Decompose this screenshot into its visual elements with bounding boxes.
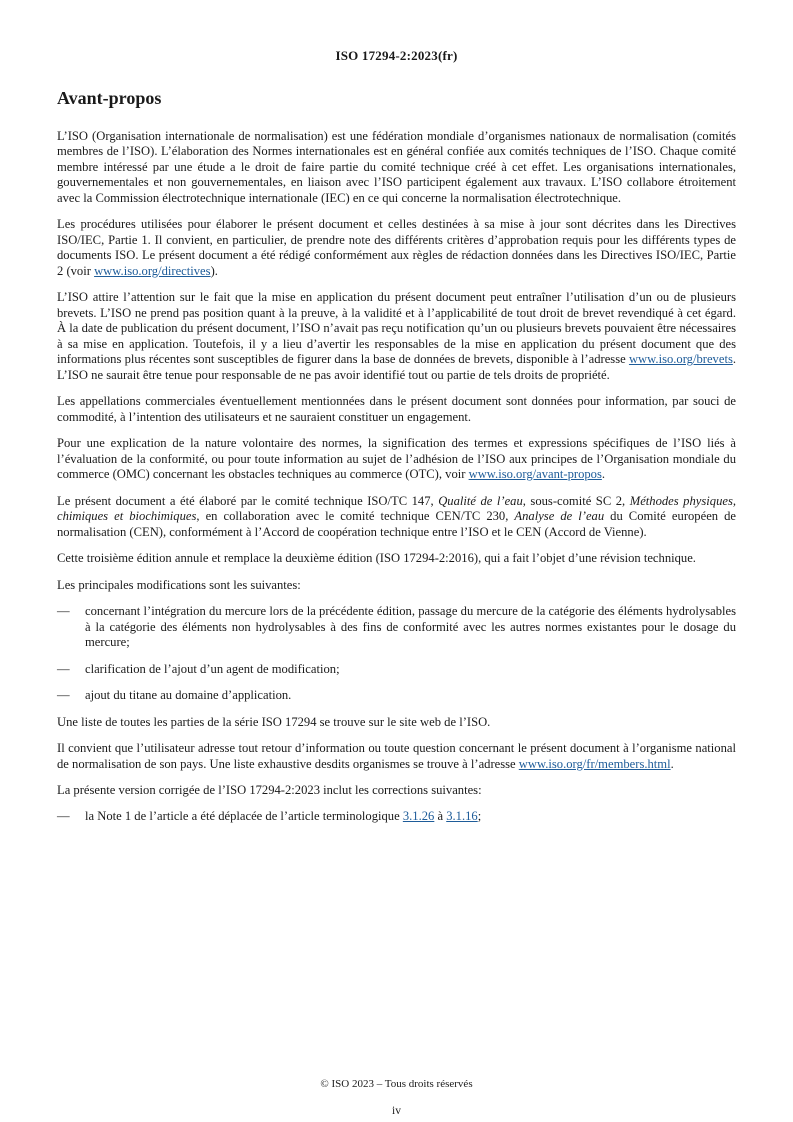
text-run: ajout du titane au domaine d’application. bbox=[85, 688, 292, 703]
text-run: Les procédures utilisées pour élaborer le présent document et celles destinées à sa mise à jour sont décrites dans les Directives ISO/IEC, Partie 1. Il convient, en particulier, de prendre note des différents critères d’approbation requis pour les différents types de documents ISO. Le présent document a été rédigé conformément aux règles de rédaction données dans les Directives ISO/IEC, Partie 2 (voir bbox=[57, 217, 736, 278]
paragraph bbox=[57, 494, 736, 540]
text-run: Une liste de toutes les parties de la série ISO 17294 se trouve sur le site web de l’ISO. bbox=[57, 714, 491, 729]
text-run: à bbox=[434, 809, 447, 824]
paragraph bbox=[57, 741, 736, 772]
paragraph bbox=[57, 783, 736, 798]
text-run: , sous-comité SC 2, bbox=[522, 493, 630, 508]
list-item bbox=[57, 809, 736, 824]
list-item bbox=[57, 604, 736, 650]
list-item-text bbox=[85, 604, 736, 650]
paragraph bbox=[57, 290, 736, 383]
list-dash: — bbox=[57, 809, 70, 824]
hyperlink[interactable]: www.iso.org/directives bbox=[94, 263, 211, 278]
page-number: iv bbox=[392, 1105, 401, 1117]
text-run: L’ISO (Organisation internationale de normalisation) est une fédération mondiale d’organismes nationaux de normalisation (comités membres de l’ISO). L’élaboration des Normes internationales est en général confiée aux comités techniques de l’ISO. Chaque comité membre intéressé par une étude a le droit de faire partie du comité technique créé à cet effet. Les organisations internationales, gouvernementales et non gouvernementales, en liaison avec l’ISO participent également aux travaux. L’ISO collabore étroitement avec la Commission électrotechnique internationale (IEC) en ce qui concerne la normalisation électrotechnique. bbox=[57, 129, 736, 205]
document-reference-header: ISO 17294-2:2023(fr) bbox=[335, 48, 458, 63]
text-run: , en collaboration avec le comité technique CEN/TC 230, bbox=[196, 509, 515, 524]
footer-copyright: © ISO 2023 – Tous droits réservés bbox=[320, 1078, 473, 1090]
text-run: Il convient que l’utilisateur adresse tout retour d’information ou toute question concernant le présent document à l’organisme national de normalisation de son pays. Une liste exhaustive desdits organismes se trouve à l’adresse bbox=[57, 741, 736, 771]
hyperlink[interactable]: www.iso.org/brevets bbox=[628, 352, 733, 367]
text-run: concernant l’intégration du mercure lors de la précédente édition, passage du mercure de la catégorie des éléments hydrolysables à la catégorie des éléments non hydrolysables à des fins de conformité avec les autres normes existantes pour le dosage du mercure; bbox=[85, 604, 736, 650]
paragraph bbox=[57, 578, 736, 593]
text-run: . bbox=[601, 467, 606, 482]
italic-text: Qualité de l’eau bbox=[438, 493, 523, 508]
list-item-text bbox=[85, 688, 736, 703]
hyperlink[interactable]: 3.1.16 bbox=[446, 809, 478, 824]
text-run: L’ISO attire l’attention sur le fait que la mise en application du présent document peut entraîner l’utilisation d’un ou de plusieurs brevets. L’ISO ne prend pas position quant à la preuve, à la validité et à l’applicabilité de tout droit de brevet revendiqué à cet égard. À la date de publication du présent document, l’ISO n’avait pas reçu notification qu’un ou plusieurs brevets pouvaient être nécessaires à sa mise en application. Toutefois, il y a lieu d’avertir les responsables de la mise en application du présent document que des informations plus récentes sont susceptibles de figurer dans la base de données de brevets, disponible à l’adresse bbox=[57, 290, 736, 367]
text-run: Les appellations commerciales éventuellement mentionnées dans le présent document sont données pour information, par souci de commodité, à l’intention des utilisateurs et ne sauraient constituer un engagement. bbox=[57, 394, 736, 424]
text-run: Pour une explication de la nature volontaire des normes, la signification des termes et expressions spécifiques de l’ISO liés à l’évaluation de la conformité, ou pour toute information au sujet de l’adhésion de l’ISO aux principes de l’Organisation mondiale du commerce (OMC) concernant les obstacles techniques au commerce (OTC), voir bbox=[57, 436, 736, 482]
paragraph bbox=[57, 715, 736, 730]
paragraph bbox=[57, 129, 736, 206]
paragraph bbox=[57, 394, 736, 425]
italic-text: Méthodes physiques, chimiques et biochimiques bbox=[57, 493, 736, 524]
text-run: La présente version corrigée de l’ISO 17294-2:2023 inclut les corrections suivantes: bbox=[57, 782, 482, 797]
hyperlink[interactable]: www.iso.org/fr/members.html bbox=[518, 756, 671, 771]
text-run: Le présent document a été élaboré par le comité technique ISO/TC 147, bbox=[57, 493, 439, 508]
text-run: . bbox=[670, 756, 674, 771]
text-run: Cette troisième édition annule et remplace la deuxième édition (ISO 17294-2:2016), qui a fait l’objet d’une révision technique. bbox=[57, 551, 696, 566]
paragraph bbox=[57, 436, 736, 482]
text-run: ; bbox=[477, 809, 482, 824]
italic-text: Analyse de l’eau bbox=[514, 509, 605, 524]
list-item bbox=[57, 662, 736, 677]
paragraph bbox=[57, 551, 736, 566]
list-item-text bbox=[85, 662, 736, 677]
text-run: ). bbox=[210, 263, 218, 278]
text-run: du Comité européen de normalisation (CEN), conformément à l’Accord de coopération technique entre l’ISO et le CEN (Accord de Vienne). bbox=[57, 509, 737, 539]
list-dash: — bbox=[57, 604, 70, 619]
list-item bbox=[57, 688, 736, 703]
list-dash: — bbox=[57, 661, 70, 676]
text-run: la Note 1 de l’article a été déplacée de l’article terminologique bbox=[85, 809, 403, 824]
list-dash: — bbox=[57, 688, 70, 703]
hyperlink[interactable]: 3.1.26 bbox=[402, 809, 435, 824]
text-run: clarification de l’ajout d’un agent de modification; bbox=[85, 661, 340, 676]
text-run: Les principales modifications sont les suivantes: bbox=[57, 577, 301, 592]
hyperlink[interactable]: www.iso.org/avant-propos bbox=[468, 467, 602, 482]
document-content bbox=[57, 129, 736, 825]
list-item-text bbox=[85, 809, 736, 824]
paragraph bbox=[57, 217, 736, 279]
page-title: Avant-propos bbox=[57, 88, 162, 108]
text-run: . L’ISO ne saurait être tenue pour responsable de ne pas avoir identifié tout ou partie de tels droits de propriété. bbox=[57, 352, 736, 382]
